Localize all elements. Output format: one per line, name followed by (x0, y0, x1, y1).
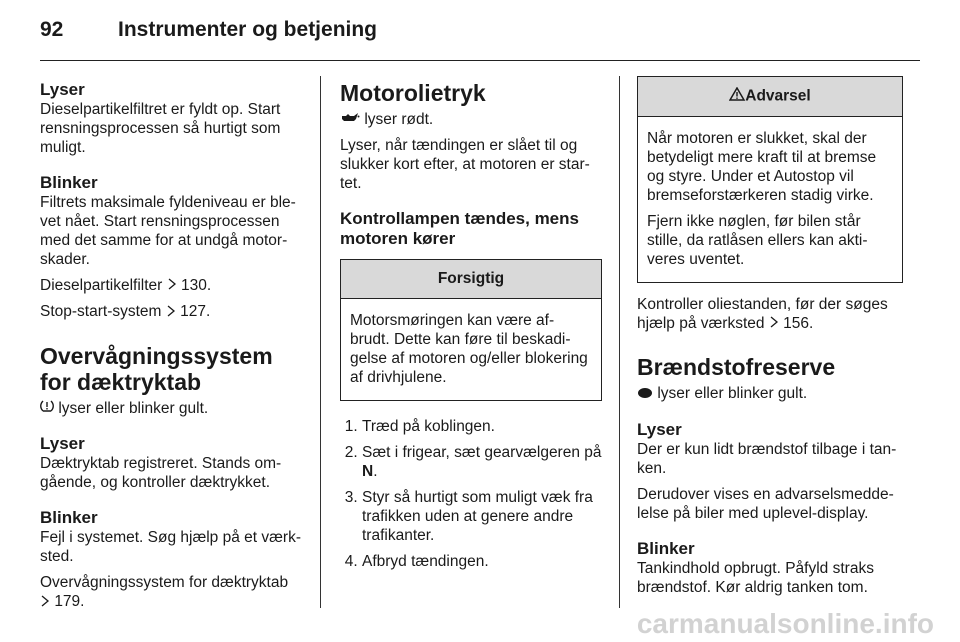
column-1 (40, 80, 308, 619)
blinker-heading: Blinker (637, 538, 695, 558)
column-divider-1 (320, 76, 321, 608)
page-number: 92 (40, 18, 64, 41)
arrow-right-icon (166, 303, 176, 322)
section-intro: lyser eller blinker gult. (40, 399, 308, 418)
warning-text: Når motoren er slukket, skal der betydeligt mere kraft til at bremse og styre. Under et Autostop vil bremseforstærkeren stadig virke. (647, 130, 877, 204)
cross-reference[interactable]: Kontroller oliestanden, før der søges hjælp på værksted 156. (637, 296, 888, 332)
lyser-text: Der er kun lidt brændstof tilbage i tan-ken. (637, 440, 897, 477)
section-intro: lyser eller blinker gult. (637, 384, 903, 403)
caution-title: Forsigtig (341, 260, 601, 299)
column-divider-2 (619, 76, 620, 608)
body-text: Lyser, når tændingen er slået til og slukker kort efter, at motoren er star-tet. (340, 137, 590, 193)
section-title-oil-pressure: Motorolietryk (340, 80, 486, 106)
section-intro: lyser rødt. (340, 110, 602, 129)
cross-reference[interactable]: Dieselpartikelfilter 130. (40, 277, 212, 294)
subheading: Kontrollampen tændes, mens motoren kører (340, 209, 579, 249)
column-3 (637, 76, 903, 604)
warning-header: Advarsel (638, 77, 902, 117)
watermark: carmanualsonline.info (636, 608, 934, 639)
list-item: 4. Afbryd tændingen. (362, 552, 602, 571)
lyser-text: Dæktryktab registreret. Stands om-gående, og kontroller dæktrykket. (40, 455, 282, 492)
chapter-title: Instrumenter og betjening (118, 18, 378, 41)
lyser-heading: Lyser (637, 419, 682, 439)
lyser-heading: Lyser (40, 434, 85, 454)
column-2 (340, 80, 602, 578)
blinker-heading: Blinker (40, 173, 98, 192)
cross-reference[interactable]: Overvågningssystem for dæktryktab 179. (40, 574, 289, 611)
lyser-heading: Lyser (40, 80, 85, 99)
tyre-pressure-icon (40, 399, 54, 418)
steps-list (340, 417, 602, 571)
warning-text: Fjern ikke nøglen, før bilen står stille, da ratlåsen ellers kan akti-veres uventet. (647, 213, 868, 268)
blinker-text: Filtrets maksimale fyldeniveau er ble-vet nået. Start rensningsprocessen med det samme for at undgå motor-skader. (40, 194, 296, 268)
page-header (40, 18, 377, 42)
section-title-tyre-pressure: Overvågningssystem for dæktryktab (40, 342, 273, 395)
blinker-heading: Blinker (40, 508, 98, 528)
lyser-text: Dieselpartikelfiltret er fyldt op. Start rensningsprocessen så hurtigt som muligt. (40, 101, 281, 156)
caution-text: Motorsmøringen kan være af-brudt. Dette kan føre til beskadi-gelse af motoren og/eller blokering af drivhjulene. (350, 312, 588, 387)
display-text: Derudover vises en advarselsmedde-lelse på biler med uplevel-display. (637, 485, 894, 522)
oil-can-icon (340, 110, 360, 129)
list-item: 2. Sæt i frigear, sæt gearvælgeren på N. (362, 443, 602, 481)
cross-reference[interactable]: Stop-start-system 127. (40, 303, 211, 321)
arrow-right-icon (167, 276, 177, 295)
fuel-pump-icon (637, 385, 653, 404)
header-rule (40, 60, 920, 61)
warning-triangle-icon (729, 87, 745, 106)
arrow-right-icon (769, 314, 779, 333)
warning-box (637, 76, 903, 283)
list-item: 1. Træd på koblingen. (362, 417, 602, 436)
blinker-text: Tankindhold opbrugt. Påfyld straks brændstof. Kør aldrig tanken tom. (637, 559, 874, 596)
blinker-text: Fejl i systemet. Søg hjælp på et værk-sted. (40, 529, 301, 566)
list-item: 3. Styr så hurtigt som muligt væk fra trafikken uden at genere andre trafikanter. (362, 488, 602, 545)
caution-box (340, 259, 602, 401)
section-title-fuel-reserve: Brændstofreserve (637, 354, 836, 381)
arrow-right-icon (40, 593, 50, 612)
